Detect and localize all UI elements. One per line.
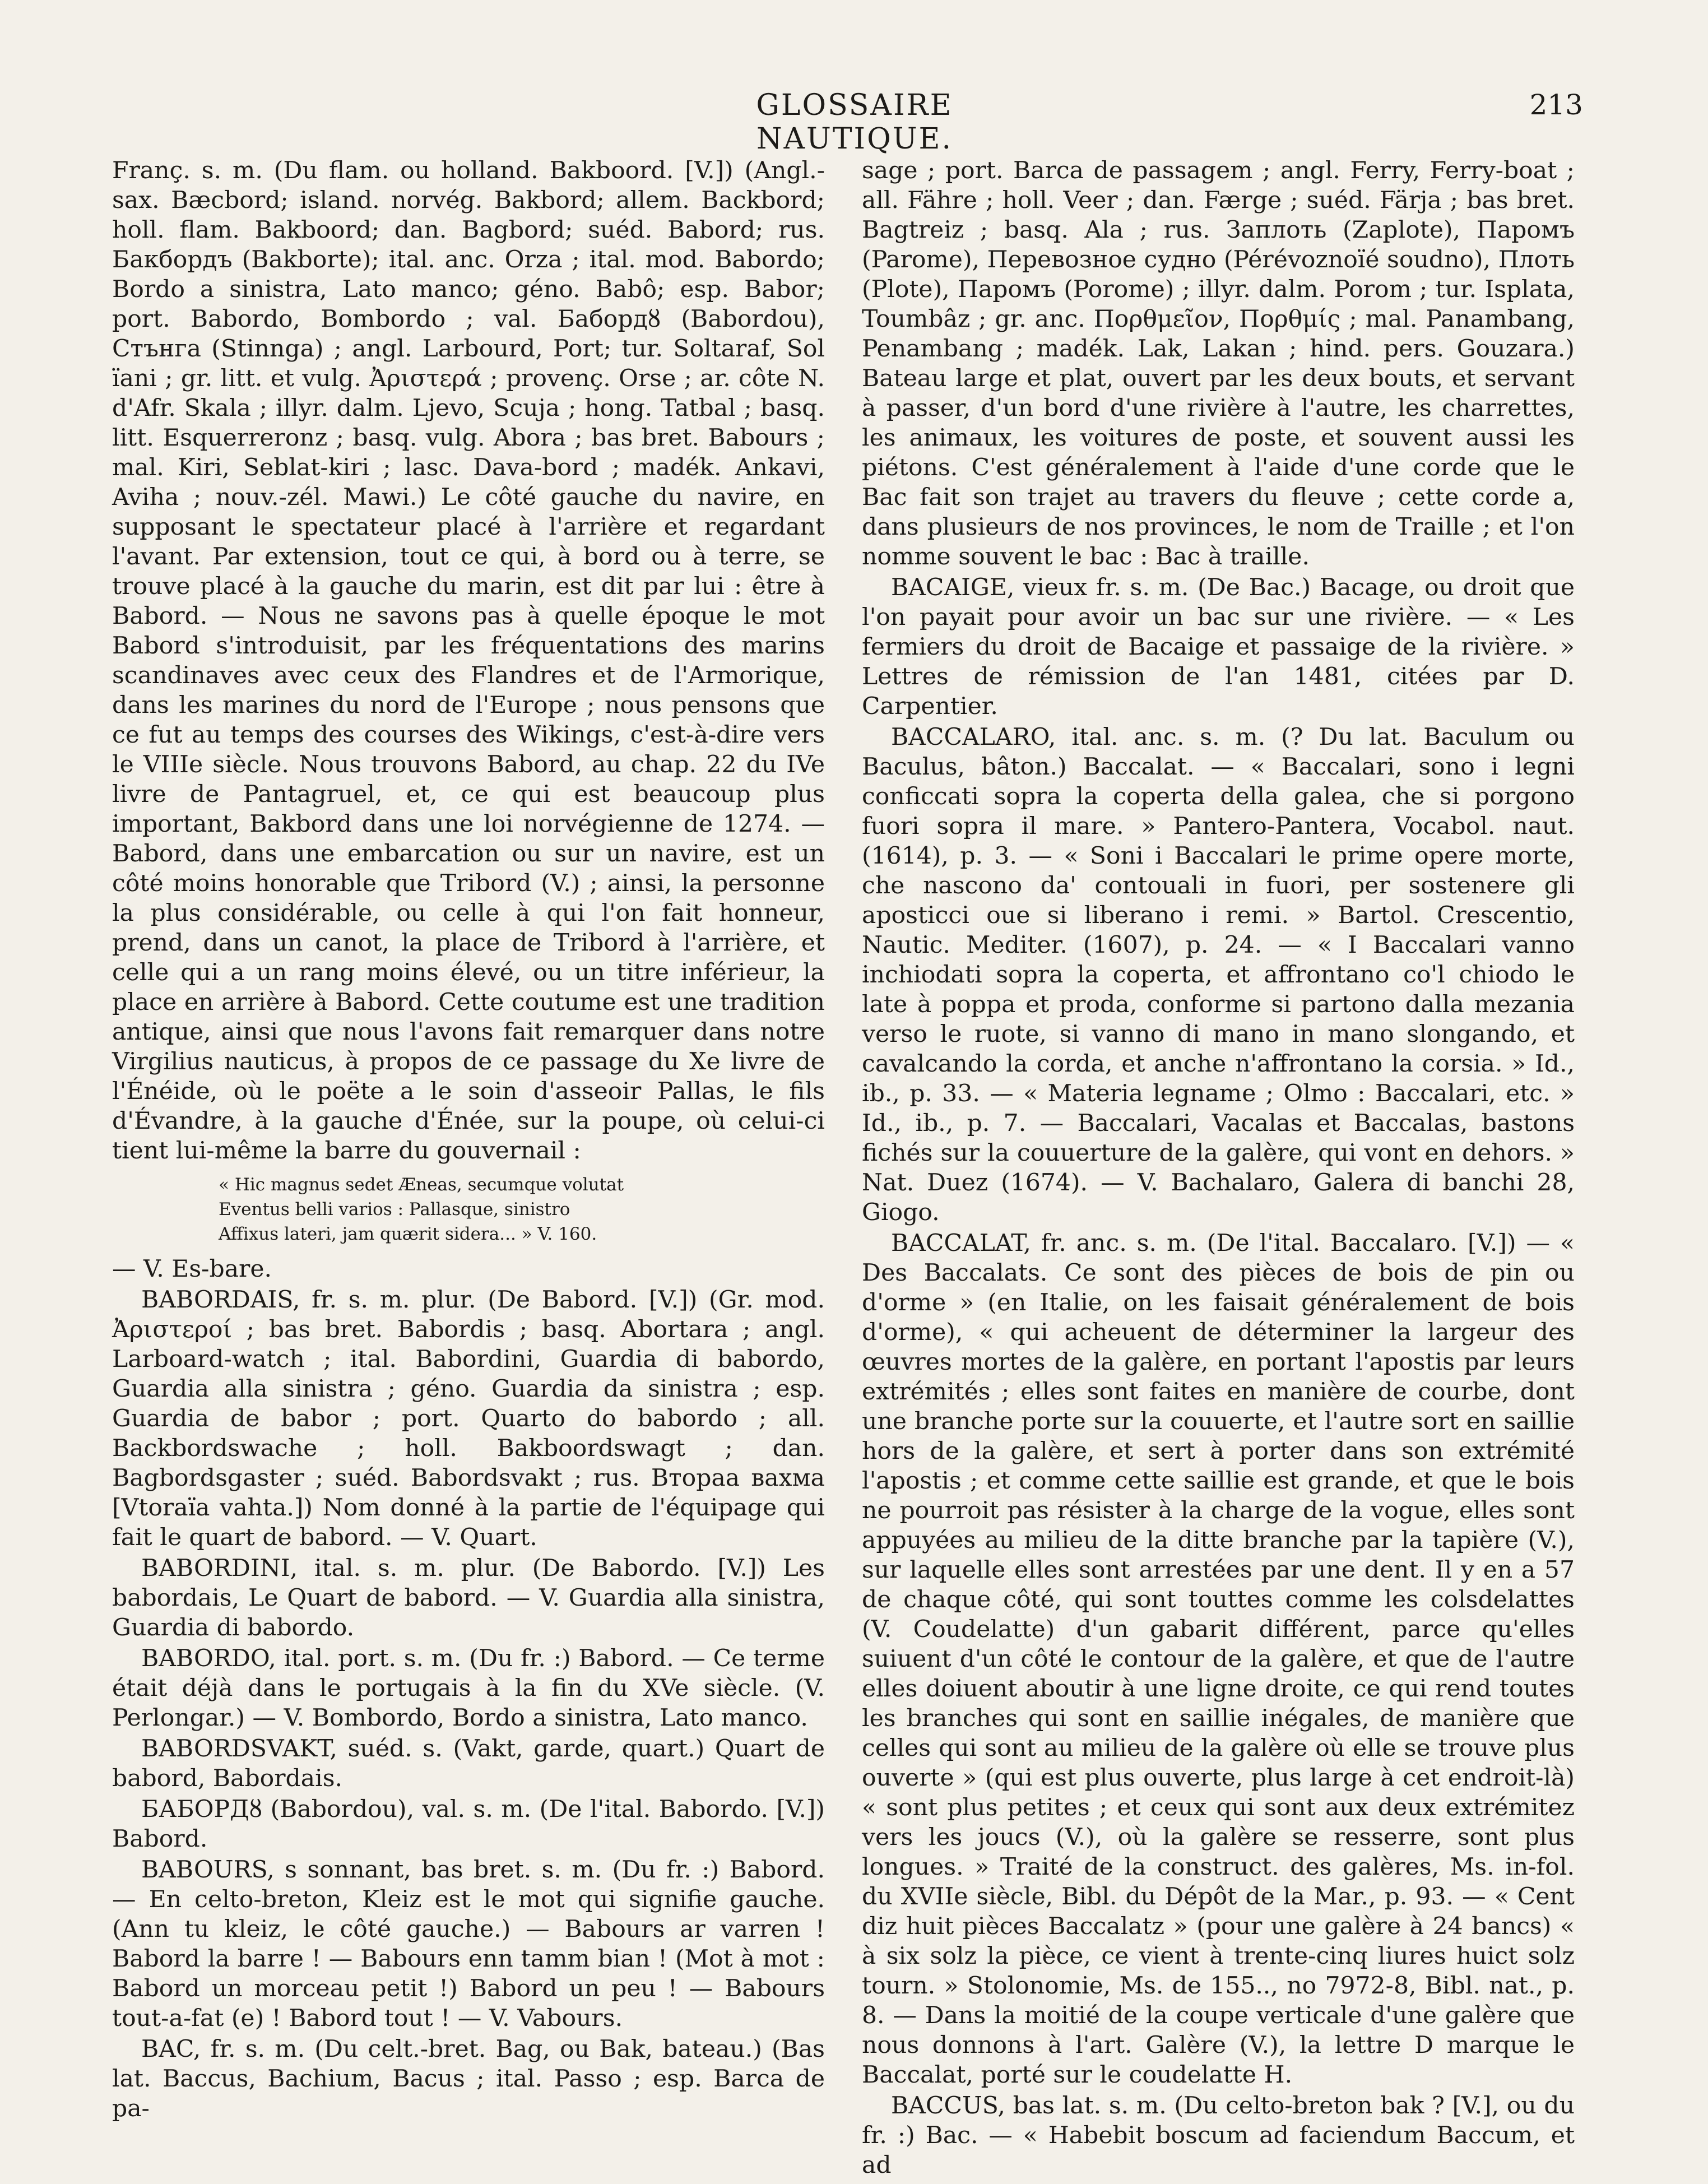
page-number: 213 [1529,89,1583,121]
quote-line: « Hic magnus sedet Æneas, secumque volutat [219,1175,624,1195]
entry-babopdou: БАБОРДȣ (Babordou), val. s. m. (De l'ital. Babordo. [V.]) Babord. [112,1796,825,1853]
entry-babordsvakt: BABORDSVAKT, suéd. s. (Vakt, garde, quart.) Quart de babord, Babordais. [112,1735,825,1792]
entry-baccalat: BACCALAT, fr. anc. s. m. (De l'ital. Baccalaro. [V.]) — « Des Baccalats. Ce sont des pièces de bois de pin ou d'orme » (en Italie, on les faisait généralement de bois d'orme), « qui acheuent de déterminer la largeur des œuvres mortes de la galère, en portant l'apostis par leurs extrémités ; elles sont faites en manière de courbe, dont une branche porte sur la couuerte, et l'autre sort en saillie hors de la galère, et sert à porter dans son extrémité l'apostis ; et comme cette saillie est grande, et que le bois ne pourroit pas résister à la charge de la vogue, elles sont appuyées au milieu de la ditte branche par la tapière (V.), sur laquelle elles sont arrestées par une dent. Il y en a 57 de chaque côté, qui sont touttes comme les colsdelattes (V. Coudelatte) d'un gabarit différent, parce qu'elles suiuent d'un côté le contour de la galère, et que de l'autre elles doiuent aboutir à une ligne droite, ce qui rend toutes les branches qui sont en saillie inégales, de manière que celles qui sont au milieu de la galère où elle se trouve plus ouverte » (qui est plus ouverte, plus large à cet endroit-là) « sont plus petites ; et ceux qui sont aux deux extrémitez vers les joucs (V.), où la galère se resserre, sont plus longues. » Traité de la construct. des galères, Ms. in-fol. du XVIIe siècle, Bibl. du Dépôt de la Mar., p. 93. — « Cent diz huit pièces Baccalatz » (pour une galère à 24 bancs) « à six solz la pièce, ce vient à trente-cinq liures huict solz tourn. » Stolonomie, Ms. de 155.., no 7972-8, Bibl. nat., p. 8. — Dans la moitié de la coupe verticale d'une galère que nous donnons à l'art. Galère (V.), la lettre D marque le Baccalat, porté sur le coudelatte H. [862,1230,1575,2089]
entry-bac-continued: sage ; port. Barca de passagem ; angl. Ferry, Ferry-boat ; all. Fähre ; holl. Veer ; dan. Færge ; suéd. Färja ; bas bret. Bagtreiz ; basq. Ala ; rus. Заплоть (Zaplote), Паромъ (Parome), Перевозное судно (Pérévoznoïé soudno), Плоть (Plote), Паромъ (Porome) ; illyr. dalm. Porom ; tur. Isplata, Toumbâz ; gr. anc. Πορθμεῖον, Πορθμίς ; mal. Panambang, Penambang ; madék. Lak, Lakan ; hind. pers. Gouzara.) Bateau large et plat, ouvert par les deux bouts, et servant à passer, d'un bord d'une rivière à l'autre, les charrettes, les animaux, les voitures de poste, et souvent aussi les piétons. C'est généralement à l'aide d'une corde que le Bac fait son trajet au travers du fleuve ; cette corde a, dans plusieurs de nos provinces, le nom de Traille ; et l'on nomme souvent le bac : Bac à traille. [862,157,1575,571]
quote-line: Eventus belli varios : Pallasque, sinistro [219,1199,570,1219]
entry-babordini: BABORDINI, ital. s. m. plur. (De Babordo. [V.]) Les babordais, Le Quart de babord. — V. Guardia alla sinistra, Guardia di babordo. [112,1555,825,1642]
entry-babord-continued: Franç. s. m. (Du flam. ou holland. Bakboord. [V.]) (Angl.-sax. Bæcbord; island. norvég. Bakbord; allem. Backbord; holl. flam. Bakboord; dan. Bagbord; suéd. Babord; rus. Бакбордъ (Bakborte); ital. anc. Orza ; ital. mod. Babordo; Bordo a sinistra, Lato manco; géno. Babô; esp. Babor; port. Babordo, Bombordo ; val. Бабордȣ (Babordou), Стънга (Stinnga) ; angl. Larbourd, Port; tur. Soltaraf, Sol ïani ; gr. litt. et vulg. Ἀριστερά ; provenç. Orse ; ar. côte N. d'Afr. Skala ; illyr. dalm. Ljevo, Scuja ; hong. Tatbal ; basq. litt. Esquerreronz ; basq. vulg. Abora ; bas bret. Babours ; mal. Kiri, Seblat-kiri ; lasc. Dava-bord ; madék. Ankavi, Aviha ; nouv.-zél. Mawi.) Le côté gauche du navire, en supposant le spectateur placé à l'arrière et regardant l'avant. Par extension, tout ce qui, à bord ou à terre, se trouve placé à la gauche du marin, est dit par lui : être à Babord. — Nous ne savons pas à quelle époque le mot Babord s'introduisit, par les fréquentations des marins scandinaves avec ceux des Flandres et de l'Armorique, dans les marines du nord de l'Europe ; nous pensons que ce fut au temps des courses des Wikings, c'est-à-dire vers le VIIIe siècle. Nous trouvons Babord, au chap. 22 du IVe livre de Pantagruel, et, ce qui est beaucoup plus important, Bakbord dans une loi norvégienne de 1274. — Babord, dans une embarcation ou sur un navire, est un côté moins honorable que Tribord (V.) ; ainsi, la personne la plus considérable, ou celle à qui l'on fait honneur, prend, dans un canot, la place de Tribord à l'arrière, et celle qui a un rang moins élevé, ou un titre inférieur, la place en arrière à Babord. Cette coutume est une tradition antique, ainsi que nous l'avons fait remarquer dans notre Virgilius nauticus, à propos de ce passage du Xe livre de l'Énéide, où le poëte a le soin d'asseoir Pallas, le fils d'Évandre, à la gauche d'Énée, sur la poupe, où celui-ci tient lui-même la barre du gouvernail : [112,157,825,1165]
entry-babordo: BABORDO, ital. port. s. m. (Du fr. :) Babord. — Ce terme était déjà dans le portugais à la fin du XVe siècle. (V. Perlongar.) — V. Bombordo, Bordo a sinistra, Lato manco. [112,1645,825,1732]
running-title: GLOSSAIRE NAUTIQUE. [756,89,953,156]
right-column [862,156,1575,2181]
entry-baccus: BACCUS, bas lat. s. m. (Du celto-breton bak ? [V.], ou du fr. :) Bac. — « Habebit boscum ad faciendum Baccum, et ad [862,2092,1575,2179]
entry-babours: BABOURS, s sonnant, bas bret. s. m. (Du fr. :) Babord. — En celto-breton, Kleiz est le mot qui signifie gauche. (Ann tu kleiz, le côté gauche.) — Babours ar varren ! Babord la barre ! — Babours enn tamm bian ! (Mot à mot : Babord un morceau petit !) Babord un peu ! — Babours tout-a-fat (e) ! Babord tout ! — V. Vabours. [112,1856,825,2032]
virgil-quote [219,1172,825,1246]
entry-baccalaro: BACCALARO, ital. anc. s. m. (? Du lat. Baculum ou Baculus, bâton.) Baccalat. — « Baccalari, sono i legni conficcati sopra la coperta della galea, che si porgono fuori sopra il mare. » Pantero-Pantera, Vocabol. naut. (1614), p. 3. — « Soni i Baccalari le prime opere morte, che nascono da' contouali in fuori, per sostenere gli aposticci oue si liberano i remi. » Bartol. Crescentio, Nautic. Mediter. (1607), p. 24. — « I Baccalari vanno inchiodati sopra la coperta, et affrontano co'l chiodo le late à poppa et proda, conforme si partono dalla mezania verso le ruote, si vanno di mano in mano slongando, et cavalcando la corda, et anche n'affrontano la corsia. » Id., ib., p. 33. — « Materia legname ; Olmo : Baccalari, etc. » Id., ib., p. 7. — Baccalari, Vacalas et Baccalas, bastons fichés sur la couuerture de la galère, qui vont en dehors. » Nat. Duez (1674). — V. Bachalaro, Galera di banchi 28, Giogo. [862,724,1575,1226]
entry-bacaige: BACAIGE, vieux fr. s. m. (De Bac.) Bacage, ou droit que l'on payait pour avoir un bac sur une rivière. — « Les fermiers du droit de Bacaige et passaige de la rivière. » Lettres de rémission de l'an 1481, citées par D. Carpentier. [862,574,1575,720]
quote-line: Affixus lateri, jam quærit sidera... » V. 160. [219,1224,597,1244]
left-column [112,156,825,2125]
entry-babordais: BABORDAIS, fr. s. m. plur. (De Babord. [V.]) (Gr. mod. Ἀριστεροί ; bas bret. Babordis ; basq. Abortara ; angl. Larboard-watch ; ital. Babordini, Guardia di babordo, Guardia alla sinistra ; géno. Guardia da sinistra ; esp. Guardia de babor ; port. Quarto do babordo ; all. Backbordswache ; holl. Bakboordswagt ; dan. Bagbordsgaster ; suéd. Babordsvakt ; rus. Втораа вахма [Vtoraïa vahta.]) Nom donné à la partie de l'équipage qui fait le quart de babord. — V. Quart. [112,1286,825,1551]
see-reference-es-bare: — V. Es-bare. [112,1255,272,1283]
entry-bac: BAC, fr. s. m. (Du celt.-bret. Bag, ou Bak, bateau.) (Bas lat. Baccus, Bachium, Bacus ; ital. Passo ; esp. Barca de pa- [112,2035,825,2122]
